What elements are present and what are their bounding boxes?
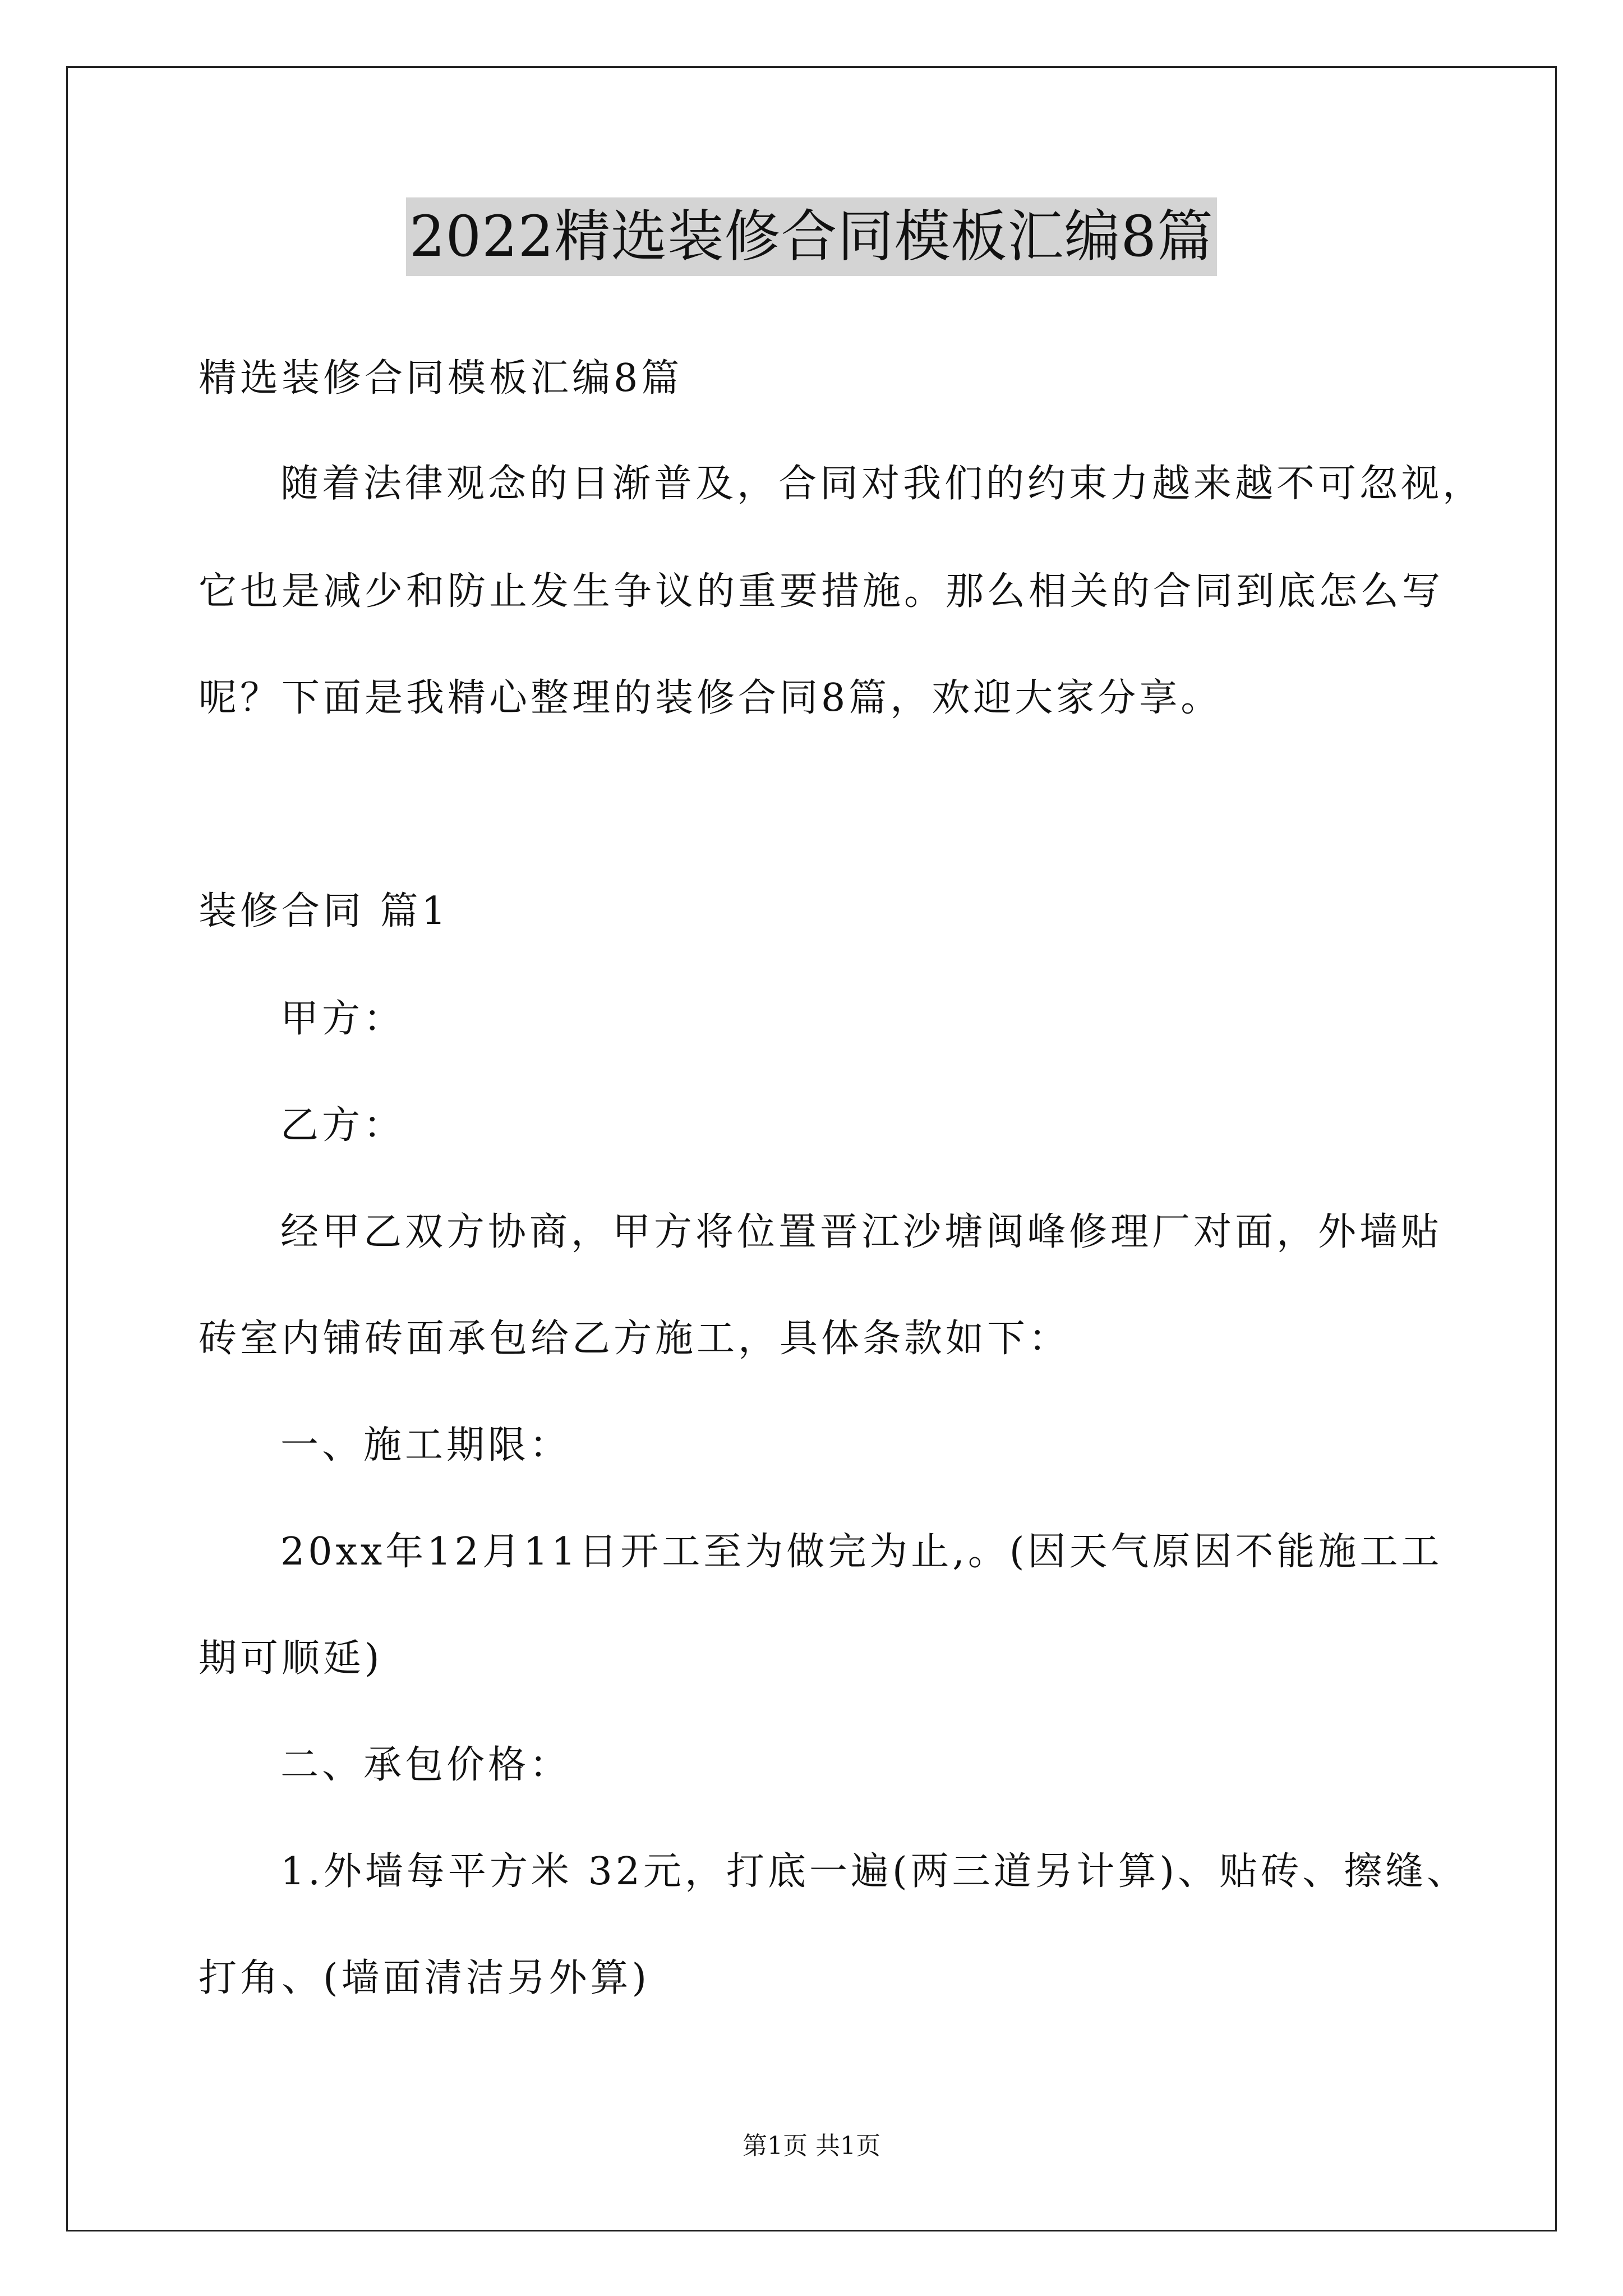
body-line: 期可顺延) [199,1636,383,1681]
clause-heading: 二、承包价格： [280,1743,571,1787]
intro-line: 随着法律观念的日渐普及，合同对我们的约束力越来越不可忽视， [280,462,1484,506]
body-line: 砖室内铺砖面承包给乙方施工，具体条款如下： [199,1317,1071,1361]
section-heading: 装修合同 篇1 [199,889,449,933]
body-line: 1.外墙每平方米 32元，打底一遍(两三道另计算)、贴砖、擦缝、 [280,1849,1469,1894]
intro-line: 呢？下面是我精心整理的装修合同8篇，欢迎大家分享。 [199,676,1223,720]
document-title: 2022精选装修合同模板汇编8篇 [406,197,1217,276]
body-line: 20xx年12月11日开工至为做完为止,。(因天气原因不能施工工 [280,1530,1443,1574]
party-a-label: 甲方： [280,997,405,1041]
body-line: 打角、(墙面清洁另外算) [199,1956,651,2000]
clause-heading: 一、施工期限： [280,1423,571,1467]
title-container [0,197,1623,276]
intro-line: 它也是减少和防止发生争议的重要措施。那么相关的合同到底怎么写 [199,569,1444,614]
body-line: 经甲乙双方协商，甲方将位置晋江沙塘闽峰修理厂对面，外墙贴 [280,1210,1443,1254]
party-b-label: 乙方： [280,1103,405,1148]
document-subtitle: 精选装修合同模板汇编8篇 [199,356,683,401]
page-footer: 第1页 共1页 [743,2132,880,2160]
